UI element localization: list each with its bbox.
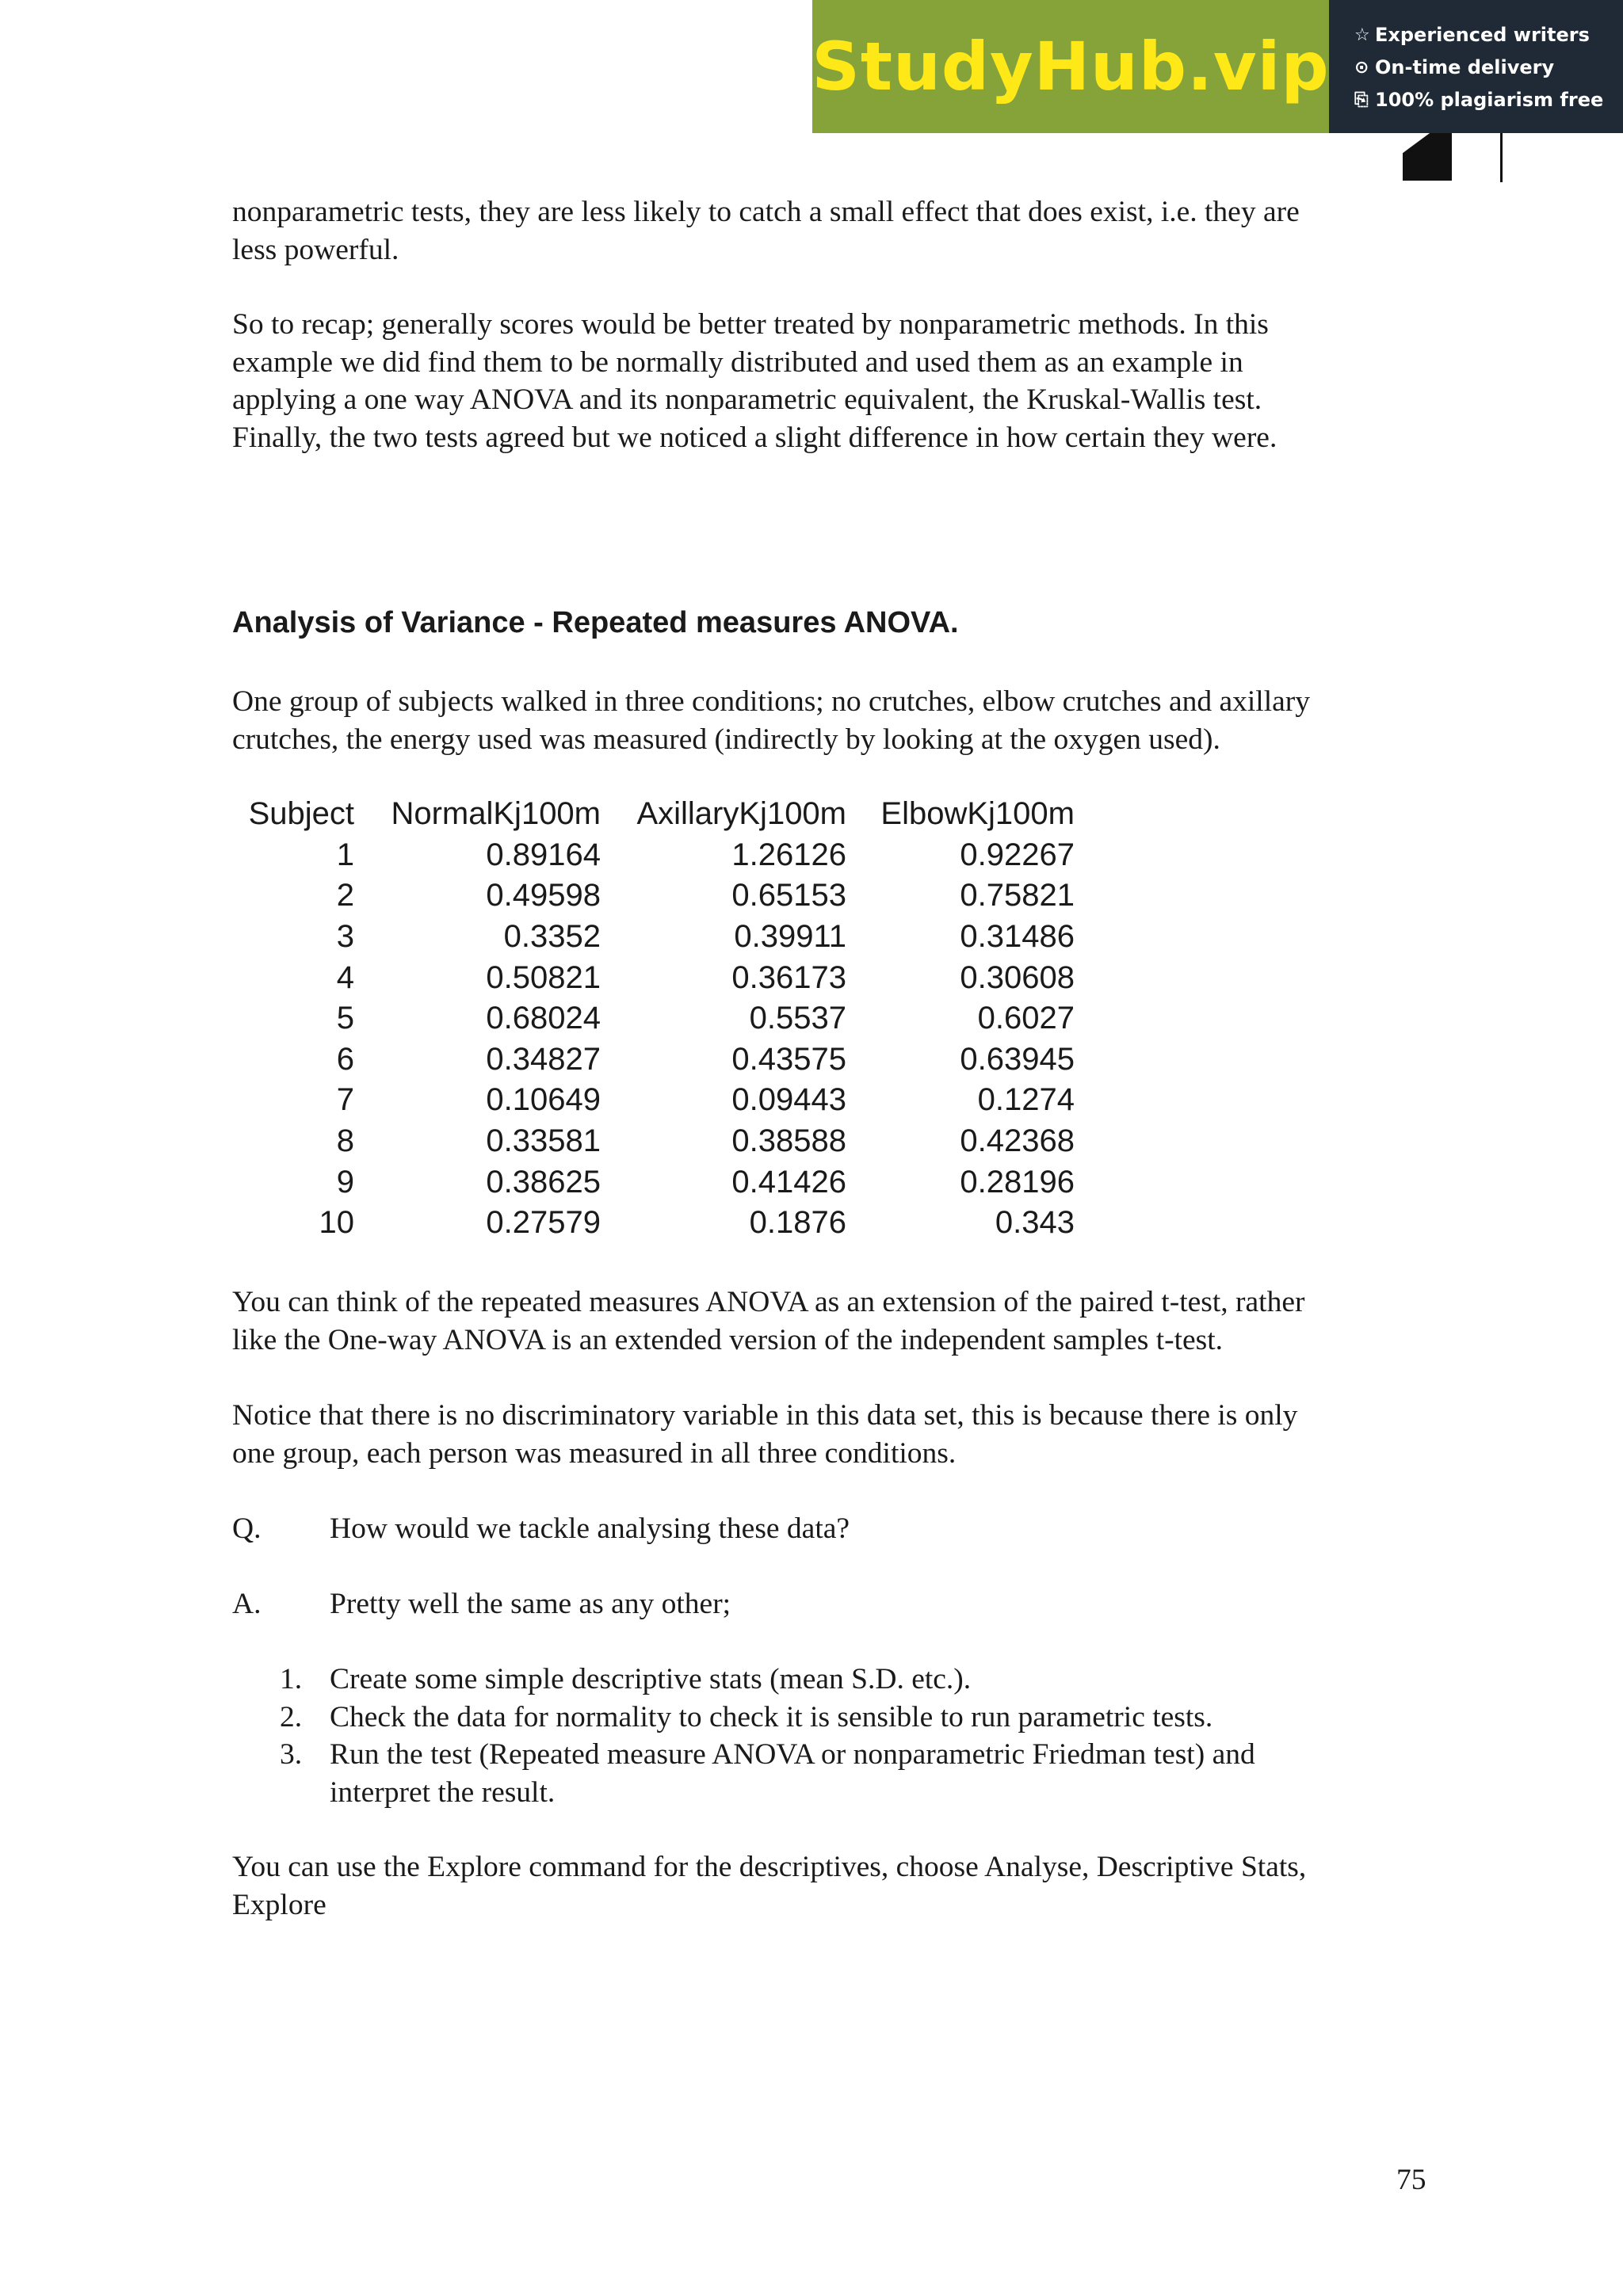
- text-line: You can use the Explore command for the descriptives, choose Analyse, Descriptive Stats,: [232, 1851, 1307, 1883]
- table-cell: 9: [336, 1164, 354, 1199]
- table-row: [232, 1039, 1075, 1081]
- step-text: Create some simple descriptive stats (mean S.D. etc.).: [330, 1663, 972, 1695]
- table-cell: 0.27579: [486, 1205, 601, 1241]
- table-row: [232, 1080, 1075, 1121]
- table-cell: 5: [336, 1001, 354, 1036]
- table-row: [232, 835, 1075, 876]
- table-cell: 0.34827: [486, 1041, 601, 1077]
- feature-plagiarism-free: [1354, 84, 1603, 116]
- table-cell: 8: [336, 1123, 354, 1159]
- clock-icon: ⊙: [1354, 58, 1369, 78]
- step-number: 2.: [280, 1700, 303, 1733]
- table-cell: 0.89164: [486, 837, 601, 872]
- text-line: Finally, the two tests agreed but we noticed a slight difference in how certain they were.: [232, 421, 1277, 455]
- section-heading: Analysis of Variance - Repeated measures ANOVA.: [232, 606, 959, 639]
- page-number: 75: [1396, 2164, 1426, 2196]
- table-cell: 7: [336, 1082, 354, 1118]
- question-text: How would we tackle analysing these data?: [330, 1512, 850, 1545]
- table-cell: 0.5537: [749, 1001, 846, 1036]
- table-cell: 0.31486: [960, 919, 1075, 955]
- table-cell: 4: [336, 959, 354, 995]
- table-row: [232, 917, 1075, 958]
- text-line: less powerful.: [232, 233, 399, 266]
- table-cell: 0.50821: [486, 959, 601, 995]
- table-cell: 0.65153: [731, 878, 846, 913]
- text-line: One group of subjects walked in three conditions; no crutches, elbow crutches and axillary: [232, 685, 1311, 718]
- column-header-elbow: ElbowKj100m: [880, 796, 1075, 832]
- text-line: example we did find them to be normally distributed and used them as an example in: [232, 345, 1243, 379]
- text-line: like the One-way ANOVA is an extended version of the independent samples t-test.: [232, 1323, 1224, 1356]
- table-cell: 0.41426: [731, 1164, 846, 1199]
- table-cell: 0.49598: [486, 878, 601, 913]
- text-line: applying a one way ANOVA and its nonparametric equivalent, the Kruskal-Wallis test.: [232, 383, 1262, 417]
- table-cell: 0.343: [995, 1205, 1075, 1241]
- column-header-normal: NormalKj100m: [391, 796, 601, 832]
- table-cell: 0.1274: [977, 1082, 1075, 1118]
- table-cell: 0.28196: [960, 1164, 1075, 1199]
- step-text: Run the test (Repeated measure ANOVA or nonparametric Friedman test) and: [330, 1738, 1255, 1772]
- notice-paragraph: [232, 1397, 1445, 1472]
- table-cell: 1.26126: [731, 837, 846, 872]
- studyhub-logo-text: StudyHub.vip: [812, 28, 1330, 105]
- table-cell: 0.43575: [731, 1041, 846, 1077]
- banner-features: [1354, 19, 1603, 116]
- text-line: You can think of the repeated measures ANOVA as an extension of the paired t-test, rather: [232, 1286, 1305, 1318]
- text-line: one group, each person was measured in all three conditions.: [232, 1436, 957, 1470]
- step-text: Check the data for normality to check it is sensible to run parametric tests.: [330, 1700, 1213, 1733]
- table-row: [232, 1121, 1075, 1162]
- table-cell: 0.6027: [977, 1001, 1075, 1036]
- crutches-data-table: [232, 794, 1075, 1244]
- table-cell: 0.63945: [960, 1041, 1075, 1077]
- studyhub-logo[interactable]: [812, 0, 1329, 133]
- text-line: Notice that there is no discriminatory variable in this data set, this is because there is only: [232, 1399, 1298, 1432]
- table-cell: 0.92267: [960, 837, 1075, 872]
- table-cell: 3: [336, 919, 354, 955]
- table-cell: 0.39911: [734, 919, 846, 955]
- table-cell: 0.30608: [960, 959, 1075, 995]
- table-row: [232, 875, 1075, 917]
- answer-text: Pretty well the same as any other;: [330, 1588, 731, 1620]
- table-cell: 0.42368: [960, 1123, 1075, 1159]
- explore-paragraph: [232, 1848, 1445, 1924]
- star-icon: ☆: [1354, 25, 1370, 45]
- study-paragraph: [232, 683, 1445, 758]
- table-cell: 0.33581: [486, 1123, 601, 1159]
- table-cell: 0.3352: [503, 919, 601, 955]
- table-cell: 0.10649: [486, 1082, 601, 1118]
- document-icon: ⎘: [1354, 90, 1369, 110]
- table-cell: 0.68024: [486, 1001, 601, 1036]
- table-cell: 0.38588: [731, 1123, 846, 1159]
- text-line: nonparametric tests, they are less likely to catch a small effect that does exist, i.e. they are: [232, 196, 1300, 228]
- corner-divider: [1500, 133, 1503, 182]
- table-row: [232, 1161, 1075, 1203]
- step-text: interpret the result.: [330, 1776, 556, 1810]
- text-line: Explore: [232, 1888, 327, 1921]
- step-number: 1.: [280, 1663, 303, 1695]
- table-cell: 0.09443: [731, 1082, 846, 1118]
- table-cell: 0.75821: [960, 878, 1075, 913]
- step-number: 3.: [280, 1738, 303, 1772]
- feature-label: On-time delivery: [1375, 56, 1555, 78]
- column-header-subject: Subject: [248, 796, 354, 832]
- table-cell: 6: [336, 1041, 354, 1077]
- text-line: So to recap; generally scores would be better treated by nonparametric methods. In this: [232, 308, 1269, 341]
- table-cell: 10: [319, 1205, 354, 1241]
- answer-label: A.: [232, 1588, 262, 1620]
- feature-on-time-delivery: [1354, 51, 1603, 84]
- recap-paragraph: [232, 306, 1445, 457]
- corner-logo-icon: [1403, 133, 1452, 181]
- table-cell: 1: [336, 837, 354, 872]
- table-cell: 0.1876: [749, 1205, 846, 1241]
- table-row: [232, 1203, 1075, 1244]
- question-label: Q.: [232, 1512, 262, 1545]
- intro-paragraph: [232, 193, 1445, 269]
- ttest-paragraph: [232, 1283, 1445, 1359]
- studyhub-banner[interactable]: [812, 0, 1623, 133]
- table-cell: 2: [336, 878, 354, 913]
- table-row: [232, 957, 1075, 998]
- table-cell: 0.36173: [731, 959, 846, 995]
- text-line: crutches, the energy used was measured (indirectly by looking at the oxygen used).: [232, 723, 1220, 756]
- table-header-row: [232, 794, 1075, 835]
- feature-label: 100% plagiarism free: [1375, 89, 1604, 111]
- table-cell: 0.38625: [486, 1164, 601, 1199]
- feature-label: Experienced writers: [1375, 24, 1590, 46]
- column-header-axillary: AxillaryKj100m: [636, 796, 846, 832]
- feature-experienced-writers: [1354, 19, 1603, 51]
- table-row: [232, 998, 1075, 1039]
